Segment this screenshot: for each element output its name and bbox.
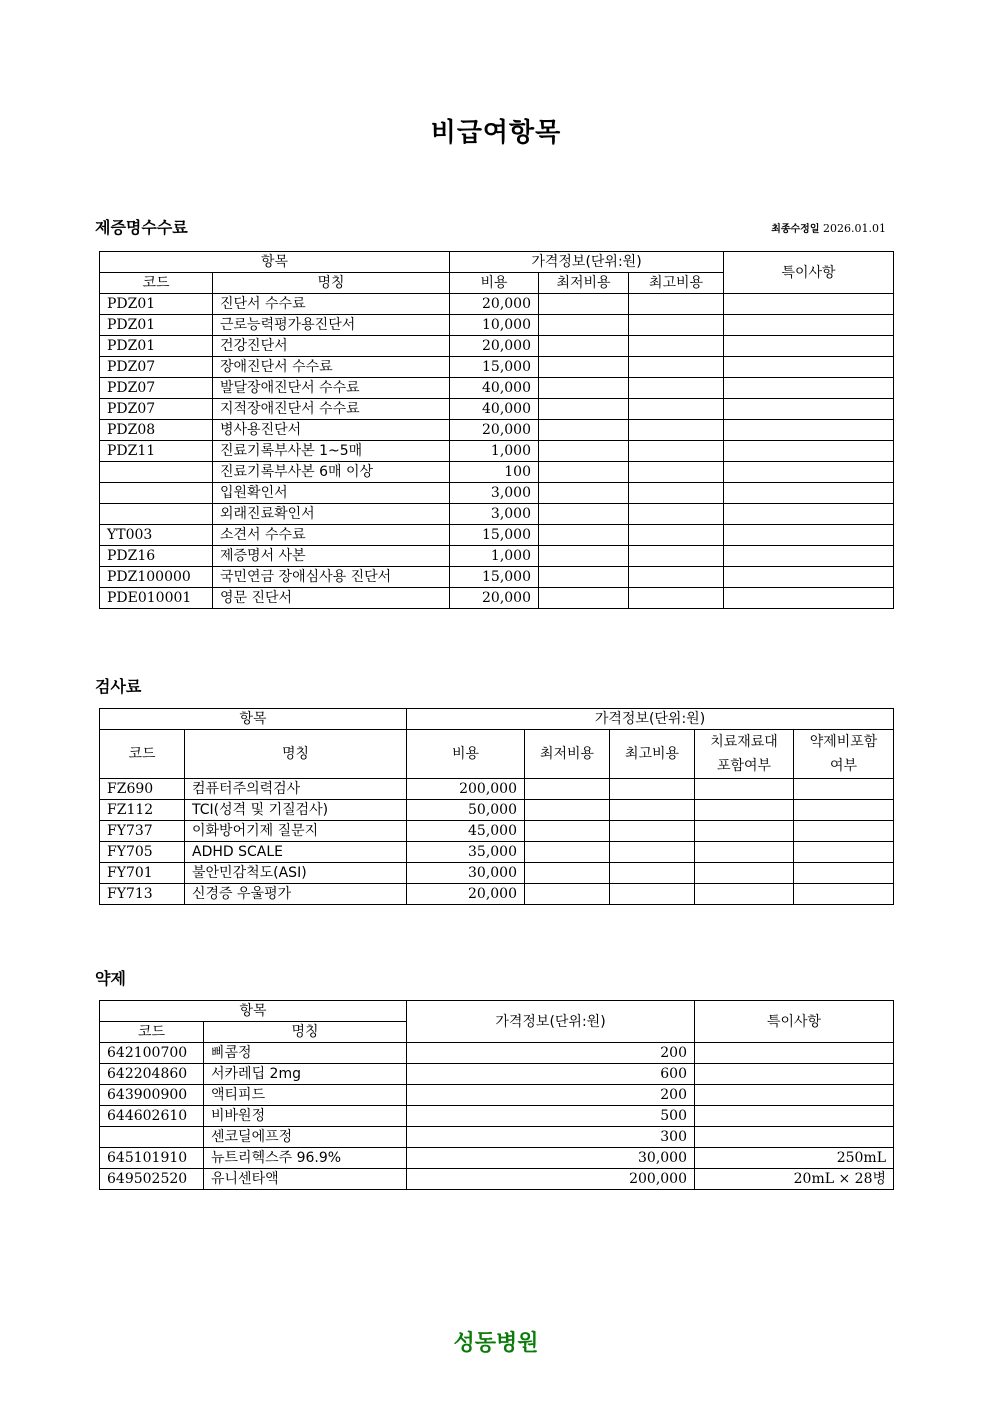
table-row	[100, 546, 894, 567]
section-title-certificates: 제증명수수료	[95, 218, 188, 237]
cell-remarks	[724, 420, 894, 441]
cell-code: PDE010001	[100, 588, 213, 609]
cell-cost: 1,000	[450, 441, 539, 462]
cell-name: 발달장애진단서 수수료	[213, 378, 450, 399]
cell-name: 국민연금 장애심사용 진단서	[213, 567, 450, 588]
table-row	[100, 357, 894, 378]
cell-drug-included	[794, 863, 894, 884]
header-code: 코드	[100, 1022, 204, 1043]
hospital-name: 성동병원	[453, 1331, 539, 1356]
table-row	[100, 525, 894, 546]
table-row	[100, 378, 894, 399]
cell-code: FY713	[100, 884, 185, 905]
cell-code	[100, 483, 213, 504]
cell-name: 소견서 수수료	[213, 525, 450, 546]
cell-material-included	[695, 779, 794, 800]
cell-name: 외래진료확인서	[213, 504, 450, 525]
cell-code: FY737	[100, 821, 185, 842]
cell-max-cost	[610, 779, 695, 800]
table-row	[100, 1043, 894, 1064]
header-drug-included	[794, 730, 894, 779]
cell-code: 644602610	[100, 1106, 204, 1127]
cell-drug-included	[794, 821, 894, 842]
cell-name: 불안민감척도(ASI)	[185, 863, 407, 884]
cell-remarks	[724, 588, 894, 609]
cell-name: 뉴트리헥스주 96.9%	[204, 1148, 407, 1169]
cell-max-cost	[629, 420, 724, 441]
cell-min-cost	[539, 567, 629, 588]
table-row	[100, 420, 894, 441]
cell-max-cost	[629, 504, 724, 525]
cell-max-cost	[629, 378, 724, 399]
table-row	[100, 504, 894, 525]
cell-material-included	[695, 821, 794, 842]
table-row	[100, 588, 894, 609]
cell-remarks	[724, 546, 894, 567]
cell-remarks	[724, 525, 894, 546]
cell-remarks	[724, 504, 894, 525]
section-title-drugs: 약제	[95, 969, 126, 988]
cell-cost: 1,000	[450, 546, 539, 567]
cell-drug-included	[794, 884, 894, 905]
table-row	[100, 294, 894, 315]
header-drug-line2: 여부	[829, 758, 858, 774]
drugs-table	[99, 1000, 894, 1190]
cell-remarks	[724, 399, 894, 420]
cell-drug-included	[794, 842, 894, 863]
cell-cost: 3,000	[450, 504, 539, 525]
header-min-cost: 최저비용	[525, 730, 610, 779]
table-row	[100, 483, 894, 504]
cell-name: 건강진단서	[213, 336, 450, 357]
cell-drug-included	[794, 800, 894, 821]
cell-code: 649502520	[100, 1169, 204, 1190]
table-row	[100, 821, 894, 842]
cell-cost: 100	[450, 462, 539, 483]
cell-cost: 15,000	[450, 525, 539, 546]
cell-max-cost	[629, 546, 724, 567]
cell-code: PDZ07	[100, 399, 213, 420]
cell-min-cost	[539, 483, 629, 504]
cell-min-cost	[539, 399, 629, 420]
header-price-info: 가격정보(단위:원)	[407, 1001, 695, 1043]
cell-name: 액티피드	[204, 1085, 407, 1106]
cell-max-cost	[629, 399, 724, 420]
last-updated	[771, 220, 886, 235]
header-material-included	[695, 730, 794, 779]
cell-min-cost	[539, 504, 629, 525]
cell-min-cost	[539, 441, 629, 462]
cell-max-cost	[629, 462, 724, 483]
tests-table	[99, 708, 894, 905]
cell-max-cost	[629, 357, 724, 378]
header-cost: 비용	[407, 730, 525, 779]
table-row	[100, 863, 894, 884]
cell-code: YT003	[100, 525, 213, 546]
header-remarks: 특이사항	[695, 1001, 894, 1043]
cell-code: PDZ11	[100, 441, 213, 462]
cell-material-included	[695, 884, 794, 905]
cell-min-cost	[525, 821, 610, 842]
cell-max-cost	[629, 315, 724, 336]
table-row	[100, 842, 894, 863]
cell-name: 장애진단서 수수료	[213, 357, 450, 378]
cell-remarks	[724, 462, 894, 483]
cell-remarks	[724, 294, 894, 315]
cell-code	[100, 462, 213, 483]
cell-max-cost	[629, 294, 724, 315]
cell-code	[100, 1127, 204, 1148]
cell-price: 200	[407, 1043, 695, 1064]
last-updated-label: 최종수정일	[771, 224, 820, 235]
cell-price: 200,000	[407, 1169, 695, 1190]
cell-code: 642100700	[100, 1043, 204, 1064]
cell-cost: 10,000	[450, 315, 539, 336]
cell-cost: 20,000	[450, 336, 539, 357]
cell-min-cost	[525, 863, 610, 884]
header-item: 항목	[100, 709, 407, 730]
cell-code: FY705	[100, 842, 185, 863]
cell-name: 진단서 수수료	[213, 294, 450, 315]
header-max-cost: 최고비용	[610, 730, 695, 779]
header-code: 코드	[100, 273, 213, 294]
cell-cost: 15,000	[450, 567, 539, 588]
cell-max-cost	[610, 884, 695, 905]
cell-remarks	[695, 1127, 894, 1148]
cell-cost: 30,000	[407, 863, 525, 884]
header-name: 명칭	[204, 1022, 407, 1043]
cell-min-cost	[539, 336, 629, 357]
table-row	[100, 567, 894, 588]
cell-price: 300	[407, 1127, 695, 1148]
cell-material-included	[695, 842, 794, 863]
cell-cost: 15,000	[450, 357, 539, 378]
header-price-info: 가격정보(단위:원)	[407, 709, 894, 730]
table-row	[100, 336, 894, 357]
cell-price: 200	[407, 1085, 695, 1106]
cell-max-cost	[610, 842, 695, 863]
cell-cost: 200,000	[407, 779, 525, 800]
header-item: 항목	[100, 252, 450, 273]
cell-remarks	[695, 1043, 894, 1064]
cell-price: 500	[407, 1106, 695, 1127]
cell-name: 제증명서 사본	[213, 546, 450, 567]
header-cost: 비용	[450, 273, 539, 294]
cell-remarks	[724, 336, 894, 357]
cell-code: 643900900	[100, 1085, 204, 1106]
header-min-cost: 최저비용	[539, 273, 629, 294]
table-row	[100, 1106, 894, 1127]
cell-remarks: 20mL × 28병	[695, 1169, 894, 1190]
cell-max-cost	[610, 800, 695, 821]
cell-min-cost	[539, 357, 629, 378]
cell-max-cost	[629, 336, 724, 357]
cell-max-cost	[610, 863, 695, 884]
cell-drug-included	[794, 779, 894, 800]
cell-remarks	[695, 1064, 894, 1085]
header-drug-line1: 약제비포함	[809, 734, 878, 750]
cell-price: 30,000	[407, 1148, 695, 1169]
cell-code: PDZ01	[100, 336, 213, 357]
cell-remarks: 250mL	[695, 1148, 894, 1169]
cell-remarks	[724, 378, 894, 399]
cell-code: PDZ07	[100, 357, 213, 378]
cell-name: 유니센타액	[204, 1169, 407, 1190]
cell-min-cost	[539, 420, 629, 441]
cell-cost: 40,000	[450, 378, 539, 399]
header-material-line1: 치료재료대	[710, 734, 778, 750]
header-material-line2: 포함여부	[716, 758, 772, 774]
cell-name: 신경증 우울평가	[185, 884, 407, 905]
cell-cost: 20,000	[450, 588, 539, 609]
cell-cost: 40,000	[450, 399, 539, 420]
section-title-tests: 검사료	[95, 677, 142, 696]
cell-code: PDZ16	[100, 546, 213, 567]
cell-code: FZ690	[100, 779, 185, 800]
cell-code	[100, 504, 213, 525]
cell-cost: 45,000	[407, 821, 525, 842]
cell-min-cost	[539, 588, 629, 609]
cell-min-cost	[539, 294, 629, 315]
cell-max-cost	[610, 821, 695, 842]
cell-cost: 20,000	[407, 884, 525, 905]
table-row	[100, 399, 894, 420]
header-remarks: 특이사항	[724, 252, 894, 294]
cell-name: TCI(성격 및 기질검사)	[185, 800, 407, 821]
cell-name: ADHD SCALE	[185, 842, 407, 863]
header-code: 코드	[100, 730, 185, 779]
cell-name: 컴퓨터주의력검사	[185, 779, 407, 800]
cell-code: PDZ01	[100, 294, 213, 315]
cell-code: PDZ08	[100, 420, 213, 441]
cell-max-cost	[629, 525, 724, 546]
cell-min-cost	[539, 546, 629, 567]
cell-remarks	[724, 483, 894, 504]
cell-cost: 50,000	[407, 800, 525, 821]
cell-code: 642204860	[100, 1064, 204, 1085]
document-title: 비급여항목	[430, 118, 562, 148]
table-row	[100, 1127, 894, 1148]
table-row	[100, 1169, 894, 1190]
cell-remarks	[695, 1106, 894, 1127]
cell-name: 진료기록부사본 1~5매	[213, 441, 450, 462]
cell-remarks	[724, 315, 894, 336]
cell-code: 645101910	[100, 1148, 204, 1169]
cell-remarks	[724, 441, 894, 462]
cell-min-cost	[525, 779, 610, 800]
cell-name: 병사용진단서	[213, 420, 450, 441]
cell-name: 입원확인서	[213, 483, 450, 504]
cell-price: 600	[407, 1064, 695, 1085]
table-row	[100, 1064, 894, 1085]
cell-remarks	[695, 1085, 894, 1106]
cell-min-cost	[539, 378, 629, 399]
cell-code: PDZ100000	[100, 567, 213, 588]
cell-name: 지적장애진단서 수수료	[213, 399, 450, 420]
cell-max-cost	[629, 567, 724, 588]
cell-code: FZ112	[100, 800, 185, 821]
table-row	[100, 441, 894, 462]
cell-name: 삐콤정	[204, 1043, 407, 1064]
table-row	[100, 462, 894, 483]
cell-cost: 3,000	[450, 483, 539, 504]
table-row	[100, 1085, 894, 1106]
cell-cost: 35,000	[407, 842, 525, 863]
certificates-table	[99, 251, 894, 609]
cell-code: FY701	[100, 863, 185, 884]
cell-cost: 20,000	[450, 420, 539, 441]
cell-material-included	[695, 800, 794, 821]
header-name: 명칭	[185, 730, 407, 779]
cell-min-cost	[539, 315, 629, 336]
header-item: 항목	[100, 1001, 407, 1022]
cell-cost: 20,000	[450, 294, 539, 315]
cell-min-cost	[539, 525, 629, 546]
cell-name: 서카레딥 2mg	[204, 1064, 407, 1085]
cell-max-cost	[629, 588, 724, 609]
cell-code: PDZ07	[100, 378, 213, 399]
last-updated-date: 2026.01.01	[823, 222, 886, 235]
cell-name: 영문 진단서	[213, 588, 450, 609]
cell-min-cost	[525, 800, 610, 821]
table-row	[100, 779, 894, 800]
cell-min-cost	[525, 842, 610, 863]
table-row	[100, 884, 894, 905]
cell-name: 이화방어기제 질문지	[185, 821, 407, 842]
cell-remarks	[724, 357, 894, 378]
header-price-info: 가격정보(단위:원)	[450, 252, 724, 273]
cell-code: PDZ01	[100, 315, 213, 336]
cell-max-cost	[629, 483, 724, 504]
cell-name: 진료기록부사본 6매 이상	[213, 462, 450, 483]
cell-remarks	[724, 567, 894, 588]
cell-max-cost	[629, 441, 724, 462]
cell-min-cost	[539, 462, 629, 483]
header-max-cost: 최고비용	[629, 273, 724, 294]
cell-name: 센코딜에프정	[204, 1127, 407, 1148]
cell-min-cost	[525, 884, 610, 905]
table-row	[100, 315, 894, 336]
cell-name: 비바원정	[204, 1106, 407, 1127]
header-name: 명칭	[213, 273, 450, 294]
cell-material-included	[695, 863, 794, 884]
table-row	[100, 1148, 894, 1169]
cell-name: 근로능력평가용진단서	[213, 315, 450, 336]
table-row	[100, 800, 894, 821]
